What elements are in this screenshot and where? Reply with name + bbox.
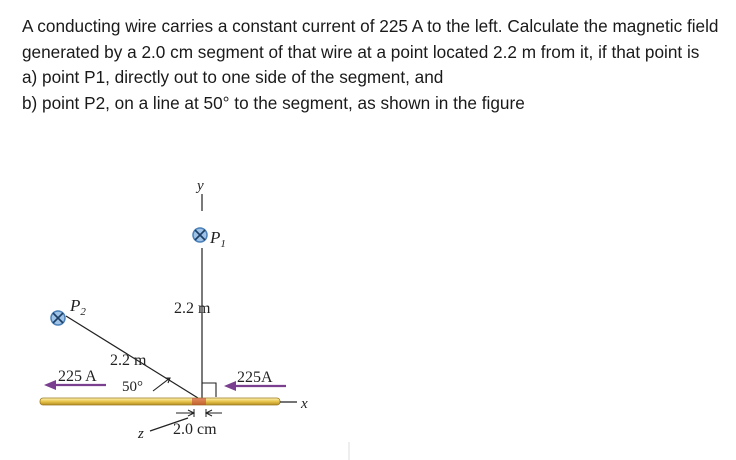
right-angle-marker [202, 383, 216, 397]
segment-length-markers [176, 409, 222, 417]
p2-point-icon [51, 311, 65, 325]
z-axis-label: z [138, 426, 144, 442]
angle-label: 50° [122, 379, 143, 395]
x-axis-label: x [301, 396, 308, 412]
problem-part-b: b) point P2, on a line at 50° to the segment, as shown in the figure [22, 92, 525, 113]
p1-point-icon [193, 228, 207, 242]
current-right-label: 225A [237, 369, 273, 386]
p2-distance-label: 2.2 m [110, 352, 147, 369]
problem-intro: A conducting wire carries a constant current of 225 A to the left. Calculate the magnetic field generated by a 2.0 cm segment of that wire at a point located 2.2 m from it, if that point is [22, 16, 719, 62]
p2-label: $P_2$ [70, 296, 86, 318]
wire-segment [192, 398, 206, 405]
angle-arc-icon [153, 378, 170, 391]
segment-length-label: 2.0 cm [173, 421, 217, 438]
p1-label: $P_1$ [210, 228, 226, 250]
p1-distance-label: 2.2 m [174, 300, 211, 317]
y-axis-label: y [197, 178, 204, 194]
conducting-wire [40, 398, 280, 405]
current-left-label: 225 A [58, 368, 97, 385]
problem-part-a: a) point P1, directly out to one side of the segment, and [22, 67, 444, 88]
